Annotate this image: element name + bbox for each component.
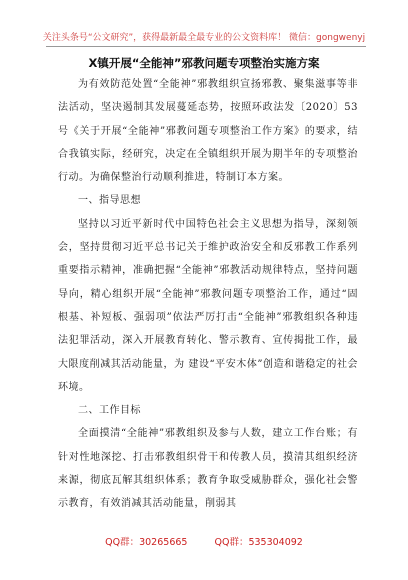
intro-paragraph: 为有效防范处置“全能神”邪教组织宣扬邪教、聚集滋事等非法活动，坚决遏制其发展蔓延态势，按照环政法发〔2020〕53号《关于开展“全能神”邪教问题专项整治工作方案》的要求，结合我镇实际，经研究，决定在全镇组织开展为期半年的专项整治行动。为确保整治行动顺利推进，特制订本方案。: [58, 79, 358, 184]
section-heading-work-goals: 二、工作目标: [78, 405, 141, 417]
section-paragraph-work-goals: 全面摸清“全能神”邪教组织及参与人数，建立工作台账；有针对性地深挖、打击邪教组织骨干和传教人员，摸清其组织经济来源，彻底瓦解其组织体系；教育争取受威胁群众，强化社会警示教育，有效消减其活动能量，削弱其: [58, 428, 358, 510]
document-body: [58, 73, 358, 516]
header-banner: 关注头条号“公文研究”，获得最新最全最专业的公文资料库！ 微信：gongwenyj: [42, 33, 366, 43]
footer-qq-group-2: QQ群：535304092: [214, 537, 303, 548]
section-paragraph-guiding-ideology: 坚持以习近平新时代中国特色社会主义思想为指导，深刻领会，坚持贯彻习近平总书记关于维护政治安全和反邪教工作系列重要指示精神，准确把握“全能神”邪教活动规律特点，坚持问题导向，精心组织开展“全能神”邪教问题专项整治工作，通过“固根基、补短板、强弱项”依法严厉打击“全能神”邪教组织各种违法犯罪活动，深入开展教育转化、警示教育、宣传揭批工作，最大限度削减其活动能量，为 建设“平安木体”创造和谐稳定的社会环境。: [58, 218, 358, 393]
document-title: X镇开展“全能神”邪教问题专项整治实施方案: [88, 56, 320, 70]
footer-contacts: [0, 534, 408, 548]
section-heading-guiding-ideology: 一、指导思想: [78, 195, 141, 207]
footer-qq-group-1: QQ群：30265665: [105, 537, 188, 548]
header-divider: [46, 46, 366, 47]
